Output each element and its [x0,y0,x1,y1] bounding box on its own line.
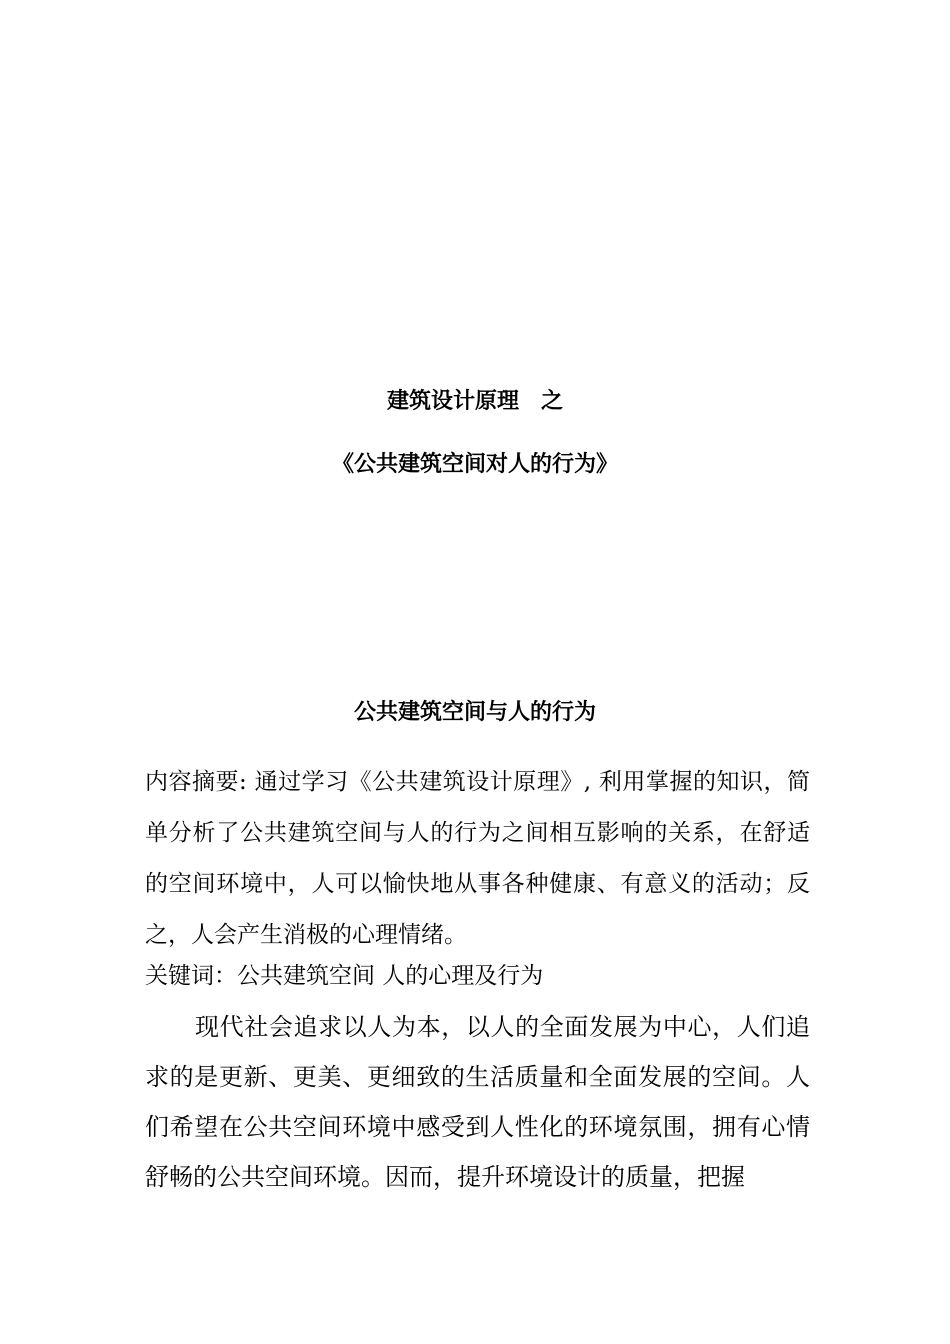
document-title-line-2: 《公共建筑空间对人的行为》 [331,452,618,477]
body-paragraph: 现代社会追求以人为本，以人的全面发展为中心，人们追求的是更新、更美、更细致的生活质量和全面发展的空间。人们希望在公共空间环境中感受到人性化的环境氛围，拥有心情舒畅的公共空间环境。因而，提升环境设计的质量，把握 [145,1013,810,1191]
keywords-line: 关键词：公共建筑空间 人的心理及行为 [145,963,544,989]
document-title-line-1: 建筑设计原理 之 [386,389,563,414]
section-title: 公共建筑空间与人的行为 [353,700,596,725]
abstract-paragraph: 内容摘要: 通过学习《公共建筑设计原理》, 利用掌握的知识，简单分析了公共建筑空间与人的行为之间相互影响的关系，在舒适的空间环境中，人可以愉快地从事各种健康、有意义的活动；反之，人会产生消极的心理情绪。 [145,769,810,948]
